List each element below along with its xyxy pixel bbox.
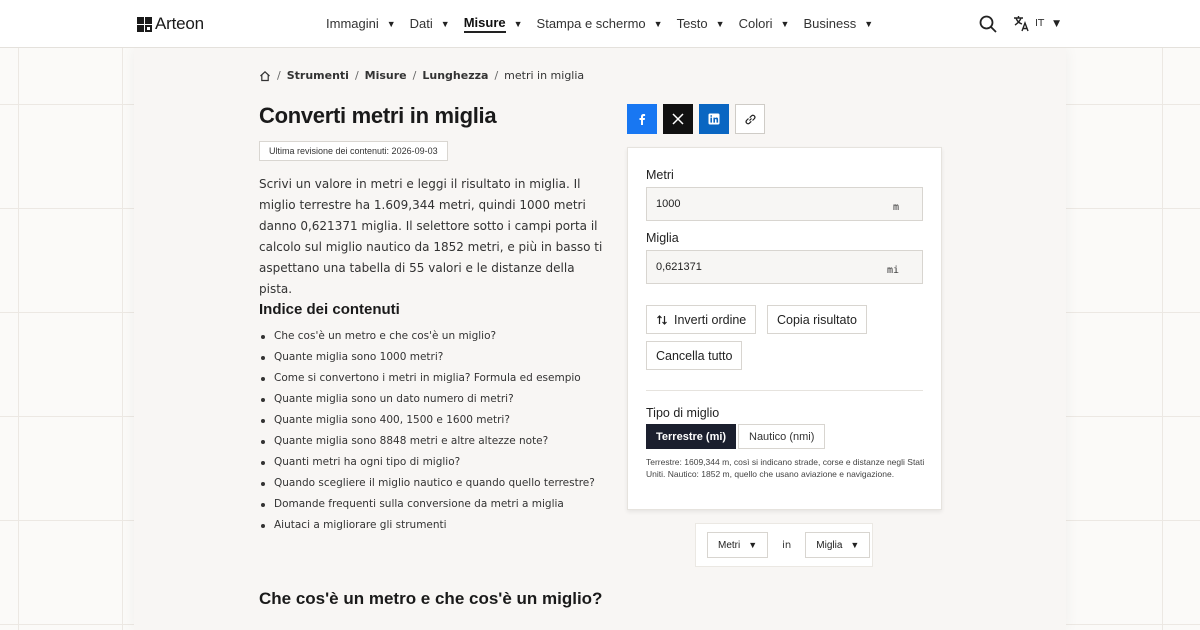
language-code: IT xyxy=(1035,18,1045,29)
toc-link[interactable]: Domande frequenti sulla conversione da metri a miglia xyxy=(259,498,595,519)
search-icon[interactable] xyxy=(979,15,997,33)
x-icon xyxy=(672,113,684,125)
breadcrumb-lunghezza[interactable]: Lunghezza xyxy=(422,69,489,82)
toc-link[interactable]: Quante miglia sono 400, 1500 e 1600 metri? xyxy=(259,414,595,435)
copy-result-button[interactable]: Copia risultato xyxy=(767,305,867,334)
mile-type-label: Tipo di miglio xyxy=(646,406,720,420)
from-unit-select[interactable] xyxy=(707,532,768,558)
linkedin-icon xyxy=(708,113,720,125)
meters-unit: m xyxy=(892,202,899,213)
link-icon xyxy=(744,113,757,126)
share-bar xyxy=(627,104,765,134)
nav-label: Immagini xyxy=(326,16,379,31)
chevron-down-icon: ▼ xyxy=(513,19,523,29)
from-label: Metri xyxy=(646,168,674,182)
toc-link[interactable]: Quante miglia sono 8848 metri e altre altezze note? xyxy=(259,435,595,456)
logo-icon xyxy=(137,17,152,32)
table-of-contents xyxy=(259,330,595,540)
main-nav xyxy=(326,0,887,48)
home-icon[interactable] xyxy=(259,70,271,82)
toc-link[interactable]: Quante miglia sono 1000 metri? xyxy=(259,351,595,372)
nav-label: Stampa e schermo xyxy=(536,16,646,31)
nav-item-misure[interactable] xyxy=(464,15,523,33)
revision-badge: Ultima revisione dei contenuti: 2026-09-03 xyxy=(259,141,448,161)
breadcrumb-strumenti[interactable]: Strumenti xyxy=(286,69,349,82)
in-connector: in xyxy=(782,539,792,551)
meters-value: 1000 xyxy=(656,198,681,210)
mile-type-note: Terrestre: 1609,344 m, così si indicano strade, corse e distanze negli Stati Uniti. Nautico: 1852 m, quello che usano aviazione e navigazione. xyxy=(646,457,925,479)
brand-logo[interactable] xyxy=(137,14,204,34)
to-unit-value: Miglia xyxy=(816,539,843,551)
chevron-down-icon: ▼ xyxy=(850,540,860,550)
nav-label: Testo xyxy=(676,16,708,31)
main-content xyxy=(134,48,1066,630)
nav-item-immagini[interactable] xyxy=(326,16,396,32)
nav-item-dati[interactable] xyxy=(410,16,450,32)
intro-paragraph: Scrivi un valore in metri e leggi il risultato in miglia. Il miglio terrestre ha 1.609,344 metri, quindi 1000 metri danno 0,621371 miglia. Il selettore sotto i campi porta il calcolo sul miglio nautico da 1852 metri, e più in basso ti aspettano una tabella di 55 valori e le distanze della pista. xyxy=(259,177,603,296)
converter-card xyxy=(627,147,942,510)
breadcrumb-misure[interactable]: Misure xyxy=(364,69,407,82)
breadcrumb-separator: / xyxy=(354,69,359,82)
chevron-down-icon: ▼ xyxy=(1053,18,1060,29)
breadcrumb xyxy=(259,69,584,82)
chevron-down-icon: ▼ xyxy=(653,19,663,29)
chevron-down-icon: ▼ xyxy=(440,19,450,29)
nav-label: Dati xyxy=(409,16,433,31)
miles-value: 0,621371 xyxy=(656,261,702,273)
translate-icon xyxy=(1013,15,1030,32)
statute-mile-option[interactable]: Terrestre (mi) xyxy=(646,424,736,449)
nav-item-testo[interactable] xyxy=(677,16,725,32)
toc-heading: Indice dei contenuti xyxy=(259,301,400,318)
miles-unit: mi xyxy=(886,265,899,276)
breadcrumb-separator: / xyxy=(277,69,281,82)
swap-icon xyxy=(656,314,668,326)
miles-input[interactable] xyxy=(646,250,923,284)
facebook-share-button[interactable] xyxy=(627,104,657,134)
brand-name: Arteon xyxy=(155,14,204,33)
page-title: Converti metri in miglia xyxy=(259,103,497,128)
swap-label: Inverti ordine xyxy=(674,312,747,327)
chevron-down-icon: ▼ xyxy=(780,19,790,29)
clear-button[interactable]: Cancella tutto xyxy=(646,341,742,370)
nav-label: Business xyxy=(803,16,857,31)
nav-label: Misure xyxy=(464,15,506,33)
unit-selector xyxy=(695,523,873,567)
from-unit-value: Metri xyxy=(718,539,741,551)
toc-link[interactable]: Quanti metri ha ogni tipo di miglio? xyxy=(259,456,595,477)
to-label: Miglia xyxy=(646,231,679,245)
swap-button[interactable] xyxy=(646,305,756,334)
nautical-mile-option[interactable]: Nautico (nmi) xyxy=(738,424,825,449)
chevron-down-icon: ▼ xyxy=(715,19,725,29)
to-unit-select[interactable] xyxy=(805,532,870,558)
chevron-down-icon: ▼ xyxy=(386,19,396,29)
divider xyxy=(646,390,923,391)
nav-label: Colori xyxy=(738,16,773,31)
toc-link[interactable]: Quando scegliere il miglio nautico e quando quello terrestre? xyxy=(259,477,595,498)
linkedin-share-button[interactable] xyxy=(699,104,729,134)
breadcrumb-current: metri in miglia xyxy=(504,69,585,82)
breadcrumb-separator: / xyxy=(494,69,499,82)
facebook-icon xyxy=(636,113,648,125)
toc-link[interactable]: Aiutaci a migliorare gli strumenti xyxy=(259,519,595,540)
section-heading: Che cos'è un metro e che cos'è un miglio? xyxy=(259,589,603,608)
nav-item-business[interactable] xyxy=(803,16,873,32)
toc-link[interactable]: Come si convertono i metri in miglia? Formula ed esempio xyxy=(259,372,595,393)
nav-item-stampa[interactable] xyxy=(537,16,663,32)
site-header xyxy=(0,0,1200,48)
nav-item-colori[interactable] xyxy=(739,16,790,32)
copy-link-button[interactable] xyxy=(735,104,765,134)
chevron-down-icon: ▼ xyxy=(748,540,758,550)
toc-link[interactable]: Che cos'è un metro e che cos'è un miglio? xyxy=(259,330,595,351)
chevron-down-icon: ▼ xyxy=(864,19,874,29)
x-share-button[interactable] xyxy=(663,104,693,134)
toc-link[interactable]: Quante miglia sono un dato numero di metri? xyxy=(259,393,595,414)
language-switcher[interactable] xyxy=(1013,15,1060,32)
breadcrumb-separator: / xyxy=(412,69,417,82)
meters-input[interactable] xyxy=(646,187,923,221)
